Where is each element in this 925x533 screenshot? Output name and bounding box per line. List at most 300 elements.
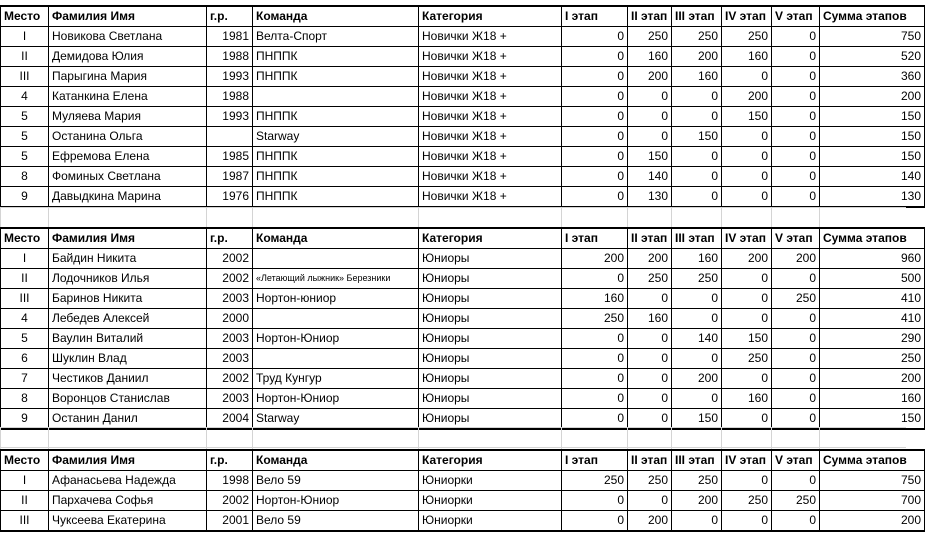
cell-place[interactable]: 5 xyxy=(1,107,49,127)
cell-team[interactable]: Нортон-Юниор xyxy=(253,329,419,349)
cell-stage-1[interactable]: 0 xyxy=(562,269,628,289)
cell-team[interactable] xyxy=(253,349,419,369)
cell-team[interactable]: Вело 59 xyxy=(253,471,419,491)
cell-category[interactable]: Юниоры xyxy=(419,329,562,349)
cell-stage-4[interactable]: 0 xyxy=(722,67,772,87)
cell-place[interactable]: I xyxy=(1,27,49,47)
cell-stage-5[interactable]: 0 xyxy=(772,27,820,47)
cell-stage-5[interactable]: 0 xyxy=(772,47,820,67)
cell-stage-4[interactable]: 0 xyxy=(722,269,772,289)
cell-birth-year[interactable]: 2001 xyxy=(207,511,253,532)
grid-line xyxy=(721,427,722,449)
cell-stage-5[interactable]: 0 xyxy=(772,87,820,107)
table-row xyxy=(1,309,925,329)
cell-team[interactable] xyxy=(253,87,419,107)
results-table-1 xyxy=(0,5,925,208)
cell-category[interactable]: Новички Ж18 + xyxy=(419,87,562,107)
cell-birth-year[interactable]: 1985 xyxy=(207,147,253,167)
cell-name[interactable]: Пархачева Софья xyxy=(49,491,207,511)
column-header-category[interactable]: Категория xyxy=(419,228,562,249)
cell-team[interactable]: ПНППК xyxy=(253,107,419,127)
cell-stage-5[interactable]: 0 xyxy=(772,389,820,409)
cell-stage-5[interactable]: 0 xyxy=(772,187,820,208)
table-row xyxy=(1,107,925,127)
cell-stage-3[interactable]: 0 xyxy=(672,309,722,329)
grid-line xyxy=(771,207,772,227)
cell-name[interactable]: Катанкина Елена xyxy=(49,87,207,107)
cell-team[interactable]: Велта-Спорт xyxy=(253,27,419,47)
cell-stage-1[interactable]: 160 xyxy=(562,289,628,309)
grid-line xyxy=(418,427,419,449)
cell-birth-year[interactable]: 2002 xyxy=(207,369,253,389)
results-table-2 xyxy=(0,227,925,430)
cell-name[interactable]: Парыгина Мария xyxy=(49,67,207,87)
cell-stage-1[interactable]: 0 xyxy=(562,107,628,127)
cell-place[interactable]: 5 xyxy=(1,127,49,147)
table-row xyxy=(1,87,925,107)
column-header-stage-1[interactable]: I этап xyxy=(562,6,628,27)
cell-stage-3[interactable]: 200 xyxy=(672,369,722,389)
cell-birth-year[interactable]: 2000 xyxy=(207,309,253,329)
column-header-birth-year[interactable]: г.р. xyxy=(207,6,253,27)
cell-team[interactable]: Труд Кунгур xyxy=(253,369,419,389)
cell-name[interactable]: Останин Данил xyxy=(49,409,207,430)
cell-total[interactable]: 150 xyxy=(820,147,925,167)
cell-stage-4[interactable]: 0 xyxy=(722,289,772,309)
table-row xyxy=(1,167,925,187)
cell-stage-5[interactable]: 250 xyxy=(772,289,820,309)
cell-team[interactable]: Нортон-Юниор xyxy=(253,491,419,511)
cell-stage-4[interactable]: 0 xyxy=(722,187,772,208)
cell-stage-4[interactable]: 0 xyxy=(722,409,772,430)
cell-name[interactable]: Муляева Мария xyxy=(49,107,207,127)
cell-place[interactable]: III xyxy=(1,67,49,87)
grid-line xyxy=(0,427,1,449)
cell-stage-5[interactable]: 0 xyxy=(772,67,820,87)
column-header-total[interactable]: Сумма этапов xyxy=(820,6,925,27)
cell-total[interactable]: 500 xyxy=(820,269,925,289)
column-header-stage-4[interactable]: IV этап xyxy=(722,228,772,249)
cell-team[interactable]: Нортон-Юниор xyxy=(253,389,419,409)
cell-total[interactable]: 700 xyxy=(820,491,925,511)
grid-line xyxy=(0,207,1,227)
cell-stage-2[interactable]: 0 xyxy=(628,369,672,389)
column-header-total[interactable]: Сумма этапов xyxy=(820,450,925,471)
cell-stage-2[interactable]: 0 xyxy=(628,349,672,369)
cell-name[interactable]: Байдин Никита xyxy=(49,249,207,269)
cell-category[interactable]: Новички Ж18 + xyxy=(419,67,562,87)
cell-team[interactable]: Starway xyxy=(253,409,419,430)
grid-line xyxy=(819,427,820,449)
cell-stage-4[interactable]: 150 xyxy=(722,329,772,349)
cell-name[interactable]: Баринов Никита xyxy=(49,289,207,309)
cell-stage-1[interactable]: 0 xyxy=(562,127,628,147)
table-row xyxy=(1,491,925,511)
cell-stage-1[interactable]: 250 xyxy=(562,471,628,491)
cell-stage-2[interactable]: 0 xyxy=(628,491,672,511)
table-row xyxy=(1,511,925,532)
cell-name[interactable]: Ваулин Виталий xyxy=(49,329,207,349)
cell-category[interactable]: Юниоры xyxy=(419,369,562,389)
cell-place[interactable]: 5 xyxy=(1,329,49,349)
column-header-stage-2[interactable]: II этап xyxy=(628,450,672,471)
column-header-category[interactable]: Категория xyxy=(419,450,562,471)
cell-total[interactable]: 520 xyxy=(820,47,925,67)
grid-line xyxy=(627,427,628,449)
cell-stage-1[interactable]: 0 xyxy=(562,389,628,409)
column-header-stage-1[interactable]: I этап xyxy=(562,450,628,471)
column-header-stage-2[interactable]: II этап xyxy=(628,6,672,27)
cell-stage-2[interactable]: 250 xyxy=(628,269,672,289)
cell-birth-year[interactable]: 1998 xyxy=(207,471,253,491)
cell-stage-4[interactable]: 200 xyxy=(722,249,772,269)
cell-birth-year[interactable] xyxy=(207,127,253,147)
cell-stage-3[interactable]: 140 xyxy=(672,329,722,349)
cell-place[interactable]: II xyxy=(1,47,49,67)
column-header-place[interactable]: Место xyxy=(1,450,49,471)
cell-birth-year[interactable]: 2003 xyxy=(207,389,253,409)
cell-stage-5[interactable]: 0 xyxy=(772,147,820,167)
cell-stage-2[interactable]: 0 xyxy=(628,389,672,409)
cell-stage-5[interactable]: 0 xyxy=(772,167,820,187)
cell-stage-4[interactable]: 0 xyxy=(722,127,772,147)
cell-stage-5[interactable]: 0 xyxy=(772,309,820,329)
cell-place[interactable]: I xyxy=(1,249,49,269)
cell-stage-5[interactable]: 0 xyxy=(772,369,820,389)
cell-team[interactable]: ПНППК xyxy=(253,187,419,208)
cell-stage-5[interactable]: 200 xyxy=(772,249,820,269)
header-row xyxy=(1,6,925,27)
cell-team[interactable]: Starway xyxy=(253,127,419,147)
cell-stage-1[interactable]: 0 xyxy=(562,511,628,532)
cell-birth-year[interactable]: 1976 xyxy=(207,187,253,208)
column-header-stage-4[interactable]: IV этап xyxy=(722,450,772,471)
table-row xyxy=(1,349,925,369)
cell-stage-2[interactable]: 150 xyxy=(628,147,672,167)
cell-name[interactable]: Воронцов Станислав xyxy=(49,389,207,409)
cell-birth-year[interactable]: 2004 xyxy=(207,409,253,430)
cell-team[interactable]: ПНППК xyxy=(253,167,419,187)
cell-total[interactable]: 150 xyxy=(820,107,925,127)
column-header-team[interactable]: Команда xyxy=(253,450,419,471)
table-row xyxy=(1,471,925,491)
grid-line xyxy=(671,427,672,449)
cell-place[interactable]: 7 xyxy=(1,369,49,389)
cell-stage-3[interactable]: 0 xyxy=(672,389,722,409)
cell-total[interactable]: 410 xyxy=(820,309,925,329)
column-header-place[interactable]: Место xyxy=(1,6,49,27)
column-header-stage-2[interactable]: II этап xyxy=(628,228,672,249)
cell-category[interactable]: Юниоры xyxy=(419,289,562,309)
cell-place[interactable]: 9 xyxy=(1,187,49,208)
column-header-team[interactable]: Команда xyxy=(253,6,419,27)
cell-stage-2[interactable]: 0 xyxy=(628,107,672,127)
cell-birth-year[interactable]: 2002 xyxy=(207,491,253,511)
cell-name[interactable]: Честиков Даниил xyxy=(49,369,207,389)
cell-stage-5[interactable]: 0 xyxy=(772,511,820,532)
cell-category[interactable]: Юниоры xyxy=(419,409,562,430)
cell-place[interactable]: 6 xyxy=(1,349,49,369)
cell-birth-year[interactable]: 1993 xyxy=(207,67,253,87)
cell-category[interactable]: Новички Ж18 + xyxy=(419,147,562,167)
cell-total[interactable]: 150 xyxy=(820,127,925,147)
column-header-stage-5[interactable]: V этап xyxy=(772,450,820,471)
cell-stage-1[interactable]: 0 xyxy=(562,67,628,87)
column-header-category[interactable]: Категория xyxy=(419,6,562,27)
cell-category[interactable]: Юниоры xyxy=(419,389,562,409)
cell-team[interactable] xyxy=(253,249,419,269)
cell-place[interactable]: 4 xyxy=(1,309,49,329)
cell-category[interactable]: Новички Ж18 + xyxy=(419,167,562,187)
cell-stage-3[interactable]: 160 xyxy=(672,67,722,87)
cell-stage-4[interactable]: 250 xyxy=(722,349,772,369)
column-header-birth-year[interactable]: г.р. xyxy=(207,450,253,471)
cell-stage-2[interactable]: 0 xyxy=(628,87,672,107)
cell-stage-5[interactable]: 0 xyxy=(772,471,820,491)
column-header-place[interactable]: Место xyxy=(1,228,49,249)
cell-stage-2[interactable]: 250 xyxy=(628,471,672,491)
cell-team[interactable]: ПНППК xyxy=(253,147,419,167)
empty-row-gap xyxy=(0,207,906,227)
cell-stage-3[interactable]: 200 xyxy=(672,491,722,511)
cell-team[interactable]: Вело 59 xyxy=(253,511,419,532)
cell-name[interactable]: Демидова Юлия xyxy=(49,47,207,67)
cell-stage-4[interactable]: 250 xyxy=(722,27,772,47)
column-header-stage-3[interactable]: III этап xyxy=(672,450,722,471)
cell-stage-3[interactable]: 150 xyxy=(672,409,722,430)
grid-line xyxy=(252,427,253,449)
cell-name[interactable]: Шуклин Влад xyxy=(49,349,207,369)
cell-stage-1[interactable]: 0 xyxy=(562,409,628,430)
cell-birth-year[interactable]: 1981 xyxy=(207,27,253,47)
cell-stage-5[interactable]: 0 xyxy=(772,349,820,369)
cell-team[interactable]: «Летающий лыжник» Березники xyxy=(253,269,419,289)
cell-stage-5[interactable]: 0 xyxy=(772,127,820,147)
cell-birth-year[interactable]: 2002 xyxy=(207,249,253,269)
column-header-name[interactable]: Фамилия Имя xyxy=(49,450,207,471)
header-row xyxy=(1,228,925,249)
cell-category[interactable]: Новички Ж18 + xyxy=(419,187,562,208)
column-header-stage-5[interactable]: V этап xyxy=(772,6,820,27)
cell-total[interactable]: 130 xyxy=(820,187,925,208)
cell-category[interactable]: Новички Ж18 + xyxy=(419,27,562,47)
column-header-name[interactable]: Фамилия Имя xyxy=(49,6,207,27)
cell-stage-1[interactable]: 0 xyxy=(562,27,628,47)
cell-stage-5[interactable]: 0 xyxy=(772,329,820,349)
cell-stage-1[interactable]: 200 xyxy=(562,249,628,269)
cell-team[interactable]: ПНППК xyxy=(253,47,419,67)
cell-stage-3[interactable]: 0 xyxy=(672,167,722,187)
results-table-3 xyxy=(0,449,925,532)
cell-place[interactable]: 8 xyxy=(1,389,49,409)
cell-stage-2[interactable]: 0 xyxy=(628,329,672,349)
cell-category[interactable]: Новички Ж18 + xyxy=(419,107,562,127)
cell-place[interactable]: 5 xyxy=(1,147,49,167)
grid-line xyxy=(671,207,672,227)
column-header-stage-3[interactable]: III этап xyxy=(672,228,722,249)
cell-category[interactable]: Юниоры xyxy=(419,349,562,369)
cell-place[interactable]: II xyxy=(1,491,49,511)
cell-stage-2[interactable]: 160 xyxy=(628,47,672,67)
cell-place[interactable]: III xyxy=(1,289,49,309)
cell-total[interactable]: 250 xyxy=(820,349,925,369)
cell-birth-year[interactable]: 1993 xyxy=(207,107,253,127)
cell-stage-4[interactable]: 160 xyxy=(722,389,772,409)
cell-birth-year[interactable]: 1988 xyxy=(207,87,253,107)
cell-stage-4[interactable]: 200 xyxy=(722,87,772,107)
cell-stage-3[interactable]: 0 xyxy=(672,107,722,127)
cell-name[interactable]: Чуксеева Екатерина xyxy=(49,511,207,532)
cell-stage-3[interactable]: 250 xyxy=(672,27,722,47)
cell-category[interactable]: Юниоры xyxy=(419,309,562,329)
cell-category[interactable]: Юниоры xyxy=(419,269,562,289)
cell-stage-2[interactable]: 160 xyxy=(628,309,672,329)
cell-name[interactable]: Давыдкина Марина xyxy=(49,187,207,208)
cell-team[interactable]: ПНППК xyxy=(253,67,419,87)
grid-line xyxy=(206,427,207,449)
cell-stage-4[interactable]: 0 xyxy=(722,511,772,532)
cell-stage-4[interactable]: 150 xyxy=(722,107,772,127)
cell-team[interactable] xyxy=(253,309,419,329)
cell-total[interactable]: 200 xyxy=(820,511,925,532)
cell-stage-5[interactable]: 0 xyxy=(772,107,820,127)
column-header-stage-1[interactable]: I этап xyxy=(562,228,628,249)
cell-stage-1[interactable]: 0 xyxy=(562,491,628,511)
cell-name[interactable]: Ефремова Елена xyxy=(49,147,207,167)
grid-line xyxy=(561,427,562,449)
table-row xyxy=(1,369,925,389)
cell-stage-1[interactable]: 0 xyxy=(562,187,628,208)
cell-stage-3[interactable]: 0 xyxy=(672,87,722,107)
cell-birth-year[interactable]: 1987 xyxy=(207,167,253,187)
cell-stage-4[interactable]: 0 xyxy=(722,369,772,389)
grid-line xyxy=(48,207,49,227)
cell-category[interactable]: Юниорки xyxy=(419,511,562,532)
cell-stage-4[interactable]: 160 xyxy=(722,47,772,67)
cell-total[interactable]: 360 xyxy=(820,67,925,87)
cell-stage-3[interactable]: 150 xyxy=(672,127,722,147)
cell-stage-1[interactable]: 0 xyxy=(562,329,628,349)
cell-total[interactable]: 750 xyxy=(820,471,925,491)
cell-stage-2[interactable]: 200 xyxy=(628,249,672,269)
cell-stage-1[interactable]: 0 xyxy=(562,147,628,167)
column-header-birth-year[interactable]: г.р. xyxy=(207,228,253,249)
grid-line xyxy=(721,207,722,227)
column-header-team[interactable]: Команда xyxy=(253,228,419,249)
cell-total[interactable]: 290 xyxy=(820,329,925,349)
table-row xyxy=(1,127,925,147)
cell-stage-5[interactable]: 0 xyxy=(772,409,820,430)
column-header-stage-5[interactable]: V этап xyxy=(772,228,820,249)
cell-place[interactable]: 4 xyxy=(1,87,49,107)
cell-place[interactable]: 9 xyxy=(1,409,49,430)
empty-row-gap xyxy=(0,427,906,449)
cell-stage-3[interactable]: 0 xyxy=(672,289,722,309)
cell-total[interactable]: 750 xyxy=(820,27,925,47)
cell-stage-1[interactable]: 0 xyxy=(562,47,628,67)
cell-total[interactable]: 960 xyxy=(820,249,925,269)
cell-stage-3[interactable]: 160 xyxy=(672,249,722,269)
column-header-name[interactable]: Фамилия Имя xyxy=(49,228,207,249)
cell-place[interactable]: II xyxy=(1,269,49,289)
column-header-total[interactable]: Сумма этапов xyxy=(820,228,925,249)
grid-line xyxy=(627,207,628,227)
cell-stage-2[interactable]: 130 xyxy=(628,187,672,208)
grid-line xyxy=(252,207,253,227)
cell-stage-3[interactable]: 200 xyxy=(672,47,722,67)
cell-stage-4[interactable]: 0 xyxy=(722,167,772,187)
cell-category[interactable]: Юниоры xyxy=(419,249,562,269)
cell-category[interactable]: Юниорки xyxy=(419,491,562,511)
cell-name[interactable]: Новикова Светлана xyxy=(49,27,207,47)
cell-stage-1[interactable]: 250 xyxy=(562,309,628,329)
cell-stage-3[interactable]: 0 xyxy=(672,511,722,532)
cell-stage-3[interactable]: 0 xyxy=(672,187,722,208)
cell-team[interactable]: Нортон-юниор xyxy=(253,289,419,309)
cell-stage-2[interactable]: 200 xyxy=(628,67,672,87)
cell-stage-1[interactable]: 0 xyxy=(562,349,628,369)
cell-stage-1[interactable]: 0 xyxy=(562,369,628,389)
cell-total[interactable]: 150 xyxy=(820,409,925,430)
cell-birth-year[interactable]: 2003 xyxy=(207,289,253,309)
cell-name[interactable]: Фоминых Светлана xyxy=(49,167,207,187)
cell-stage-2[interactable]: 0 xyxy=(628,409,672,430)
column-header-stage-4[interactable]: IV этап xyxy=(722,6,772,27)
cell-name[interactable]: Останина Ольга xyxy=(49,127,207,147)
cell-name[interactable]: Лебедев Алексей xyxy=(49,309,207,329)
cell-stage-2[interactable]: 0 xyxy=(628,127,672,147)
cell-stage-5[interactable]: 250 xyxy=(772,491,820,511)
cell-stage-4[interactable]: 0 xyxy=(722,309,772,329)
cell-stage-1[interactable]: 0 xyxy=(562,87,628,107)
cell-stage-4[interactable]: 0 xyxy=(722,471,772,491)
grid-line xyxy=(771,427,772,449)
cell-total[interactable]: 200 xyxy=(820,87,925,107)
table-row xyxy=(1,329,925,349)
cell-birth-year[interactable]: 2003 xyxy=(207,329,253,349)
cell-place[interactable]: I xyxy=(1,471,49,491)
cell-stage-2[interactable]: 200 xyxy=(628,511,672,532)
cell-birth-year[interactable]: 2002 xyxy=(207,269,253,289)
cell-total[interactable]: 140 xyxy=(820,167,925,187)
table-row xyxy=(1,187,925,208)
cell-total[interactable]: 410 xyxy=(820,289,925,309)
cell-name[interactable]: Афанасьева Надежда xyxy=(49,471,207,491)
cell-total[interactable]: 200 xyxy=(820,369,925,389)
cell-birth-year[interactable]: 2003 xyxy=(207,349,253,369)
cell-stage-5[interactable]: 0 xyxy=(772,269,820,289)
cell-category[interactable]: Юниорки xyxy=(419,471,562,491)
cell-stage-4[interactable]: 0 xyxy=(722,147,772,167)
cell-stage-3[interactable]: 250 xyxy=(672,471,722,491)
cell-birth-year[interactable]: 1988 xyxy=(207,47,253,67)
cell-total[interactable]: 160 xyxy=(820,389,925,409)
cell-stage-2[interactable]: 140 xyxy=(628,167,672,187)
cell-stage-4[interactable]: 250 xyxy=(722,491,772,511)
cell-stage-1[interactable]: 0 xyxy=(562,167,628,187)
cell-stage-3[interactable]: 250 xyxy=(672,269,722,289)
cell-stage-2[interactable]: 250 xyxy=(628,27,672,47)
cell-name[interactable]: Лодочников Илья xyxy=(49,269,207,289)
cell-stage-3[interactable]: 0 xyxy=(672,147,722,167)
column-header-stage-3[interactable]: III этап xyxy=(672,6,722,27)
cell-place[interactable]: III xyxy=(1,511,49,532)
cell-stage-2[interactable]: 0 xyxy=(628,289,672,309)
cell-category[interactable]: Новички Ж18 + xyxy=(419,47,562,67)
cell-stage-3[interactable]: 0 xyxy=(672,349,722,369)
cell-place[interactable]: 8 xyxy=(1,167,49,187)
cell-category[interactable]: Новички Ж18 + xyxy=(419,127,562,147)
